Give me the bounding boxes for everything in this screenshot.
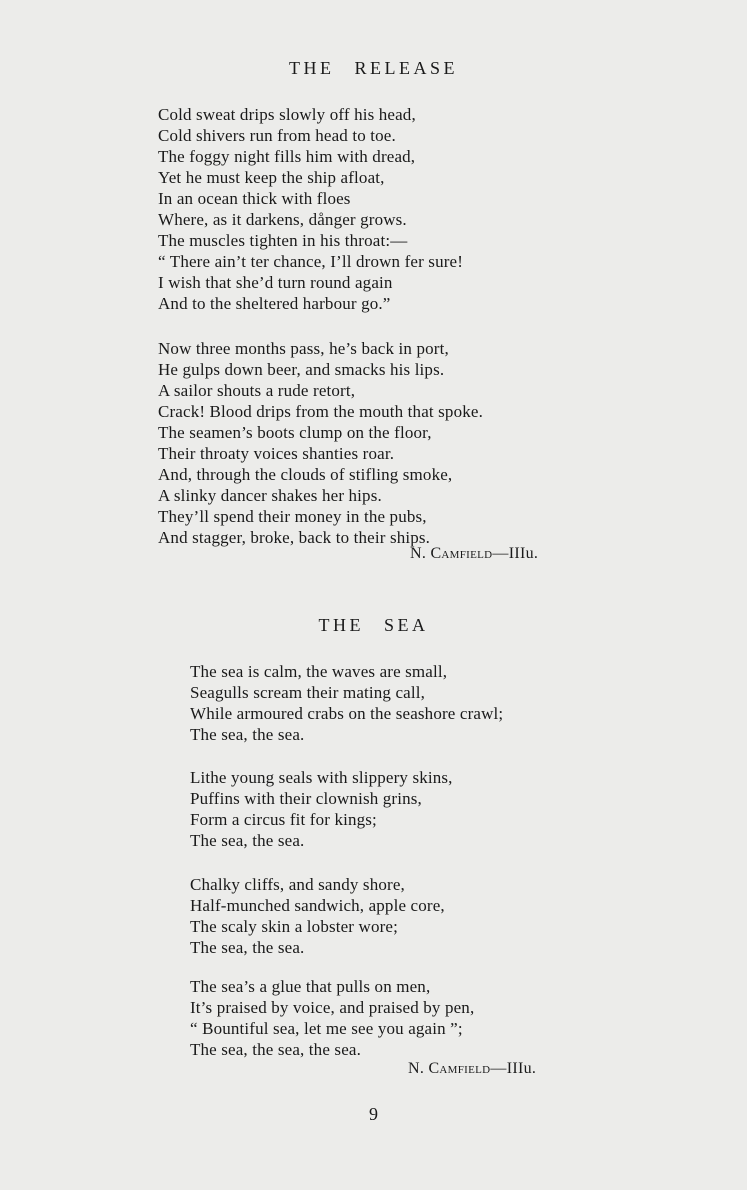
author-name: N. Camfield — [408, 1060, 491, 1077]
poem-line: Cold sweat drips slowly off his head, — [158, 105, 416, 124]
poem-line: A sailor shouts a rude retort, — [158, 381, 356, 400]
stanza-sea-1 — [190, 661, 503, 745]
poem-sea-stanza-3 — [190, 874, 445, 958]
poem-line: It’s praised by voice, and praised by pen, — [190, 998, 475, 1017]
poem-release-body — [158, 104, 463, 314]
poem-line: The sea, the sea, the sea. — [190, 1040, 361, 1059]
poem-sea-stanza-1 — [190, 661, 503, 745]
poem-line: Cold shivers run from head to toe. — [158, 126, 396, 145]
poem-line: Form a circus fit for kings; — [190, 810, 377, 829]
poem-line: The sea’s a glue that pulls on men, — [190, 977, 431, 996]
poem-release-body-2 — [158, 338, 483, 548]
poem-line: While armoured crabs on the seashore crawl; — [190, 704, 504, 723]
poem-line: Lithe young seals with slippery skins, — [190, 768, 453, 787]
author-sea — [408, 1060, 536, 1078]
poem-line: He gulps down beer, and smacks his lips. — [158, 360, 445, 379]
poem-line: The scaly skin a lobster wore; — [190, 917, 398, 936]
poem-line: Where, as it darkens, dånger grows. — [158, 210, 407, 229]
poem-line: I wish that she’d turn round again — [158, 273, 393, 292]
poem-line: Their throaty voices shanties roar. — [158, 444, 395, 463]
poem-line: Yet he must keep the ship afloat, — [158, 168, 385, 187]
poem-line: The sea is calm, the waves are small, — [190, 662, 448, 681]
stanza-release-1 — [158, 104, 463, 314]
poem-line: The sea, the sea. — [190, 725, 305, 744]
poem-line: And to the sheltered harbour go.” — [158, 294, 391, 313]
poem-line: “ Bountiful sea, let me see you again ”; — [190, 1019, 463, 1038]
page-number: 9 — [369, 1104, 378, 1124]
poem-line: They’ll spend their money in the pubs, — [158, 507, 427, 526]
stanza-sea-4 — [190, 976, 474, 1060]
poem-line: Seagulls scream their mating call, — [190, 683, 425, 702]
stanza-sea-3 — [190, 874, 445, 958]
poem-line: Half-munched sandwich, apple core, — [190, 896, 445, 915]
poem-line: Chalky cliffs, and sandy shore, — [190, 875, 405, 894]
poem-line: A slinky dancer shakes her hips. — [158, 486, 382, 505]
author-form: —IIIu. — [492, 545, 539, 562]
author-release — [410, 545, 538, 563]
poem-line: In an ocean thick with floes — [158, 189, 351, 208]
poem-line: The muscles tighten in his throat:— — [158, 231, 408, 250]
poem-line: And, through the clouds of stifling smoke, — [158, 465, 453, 484]
author-name: N. Camfield — [410, 545, 493, 562]
poem-title-release: THE RELEASE — [289, 58, 458, 78]
author-form: —IIIu. — [490, 1060, 537, 1077]
stanza-sea-2 — [190, 767, 453, 851]
poem-line: “ There ain’t ter chance, I’ll drown fer sure! — [158, 252, 464, 271]
poem-line: Puffins with their clownish grins, — [190, 789, 422, 808]
poem-line: The foggy night fills him with dread, — [158, 147, 416, 166]
poem-line: Now three months pass, he’s back in port, — [158, 339, 449, 358]
poem-line: And stagger, broke, back to their ships. — [158, 528, 431, 547]
poem-line: The seamen’s boots clump on the floor, — [158, 423, 432, 442]
poem-sea-stanza-2 — [190, 767, 453, 851]
poem-line: Crack! Blood drips from the mouth that spoke. — [158, 402, 483, 421]
poem-title-sea: THE SEA — [318, 615, 429, 635]
poem-line: The sea, the sea. — [190, 938, 305, 957]
poem-sea-stanza-4 — [190, 976, 474, 1060]
poem-line: The sea, the sea. — [190, 831, 305, 850]
stanza-release-2 — [158, 338, 483, 548]
